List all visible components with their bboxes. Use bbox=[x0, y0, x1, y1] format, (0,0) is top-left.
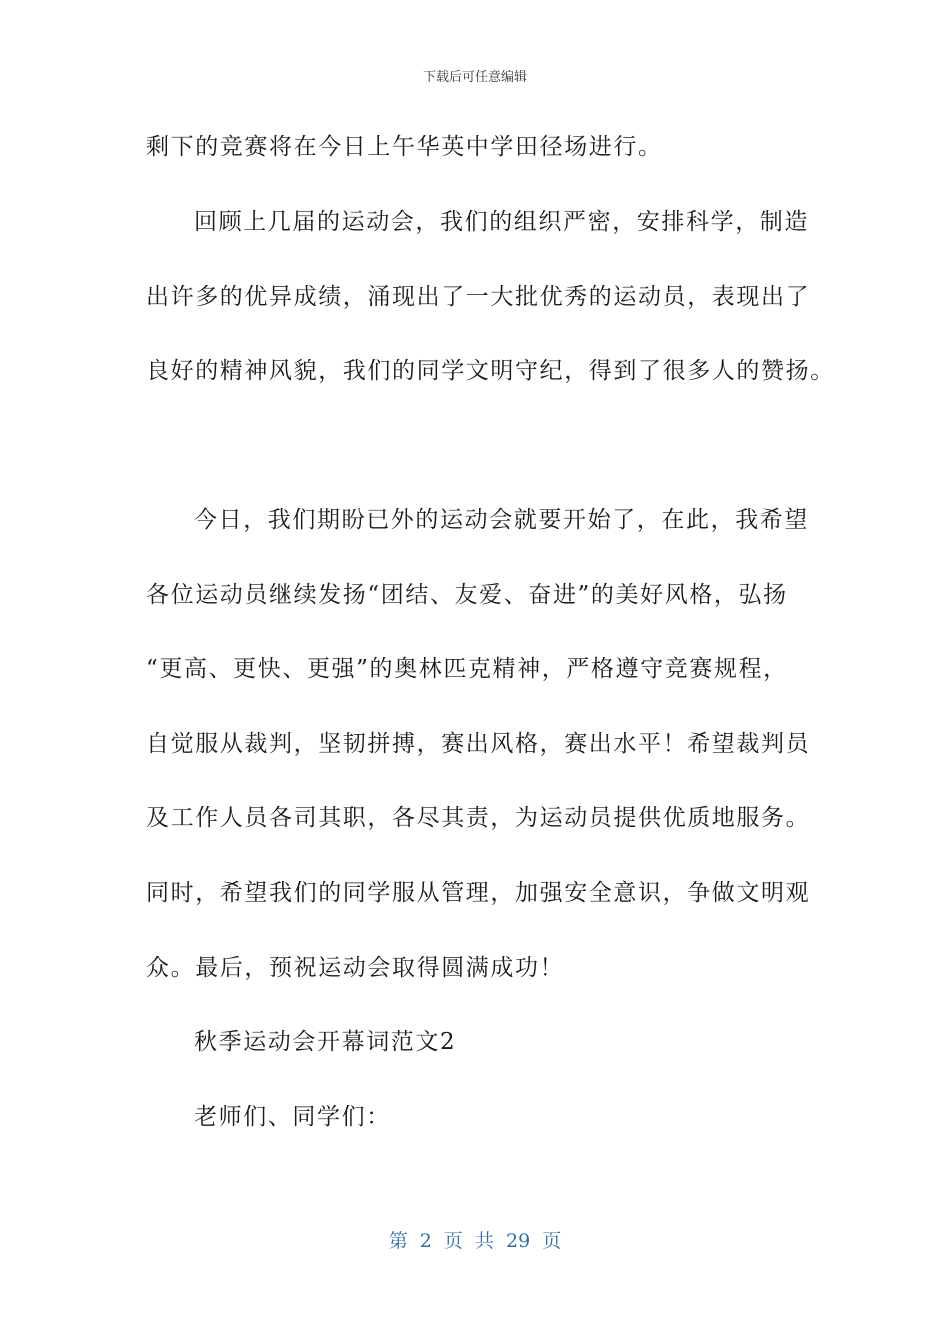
footer-total-label: 共 bbox=[474, 1230, 494, 1252]
salutation: 老师们、同学们： bbox=[194, 1104, 391, 1130]
paragraph-line: 自觉服从裁判，坚韧拼搏，赛出风格，赛出水平！希望裁判员 bbox=[146, 731, 811, 757]
paragraph-line: “更高、更快、更强”的奥林匹克精神，严格遵守竞赛规程， bbox=[146, 656, 788, 682]
footer-total-num: 29 bbox=[506, 1230, 531, 1252]
paragraph-line: 剩下的竞赛将在今日上午华英中学田径场进行。 bbox=[146, 134, 663, 160]
paragraph-line: 众。最后，预祝运动会取得圆满成功！ bbox=[146, 955, 565, 981]
footer-total-unit: 页 bbox=[542, 1230, 562, 1252]
section-title: 秋季运动会开幕词范文2 bbox=[194, 1029, 457, 1055]
paragraph-line: 回顾上几届的运动会，我们的组织严密，安排科学，制造 bbox=[194, 209, 809, 235]
paragraph-line: 及工作人员各司其职，各尽其责，为运动员提供优质地服务。 bbox=[146, 805, 811, 831]
footer-page-unit: 页 bbox=[443, 1230, 463, 1252]
paragraph-line: 出许多的优异成绩，涌现出了一大批优秀的运动员，表现出了 bbox=[146, 284, 811, 310]
page-number-footer bbox=[0, 1226, 950, 1253]
page-header-note: 下载后可任意编辑 bbox=[422, 70, 527, 85]
paragraph-line: 同时，希望我们的同学服从管理，加强安全意识，争做文明观 bbox=[146, 880, 811, 906]
footer-page-num: 2 bbox=[419, 1230, 432, 1252]
footer-page-label: 第 bbox=[388, 1230, 408, 1252]
paragraph-line: 各位运动员继续发扬“团结、友爱、奋进”的美好风格，弘扬 bbox=[146, 582, 788, 608]
paragraph-line: 今日，我们期盼已外的运动会就要开始了，在此，我希望 bbox=[194, 507, 809, 533]
paragraph-line: 良好的精神风貌，我们的同学文明守纪，得到了很多人的赞扬。 bbox=[146, 358, 835, 384]
